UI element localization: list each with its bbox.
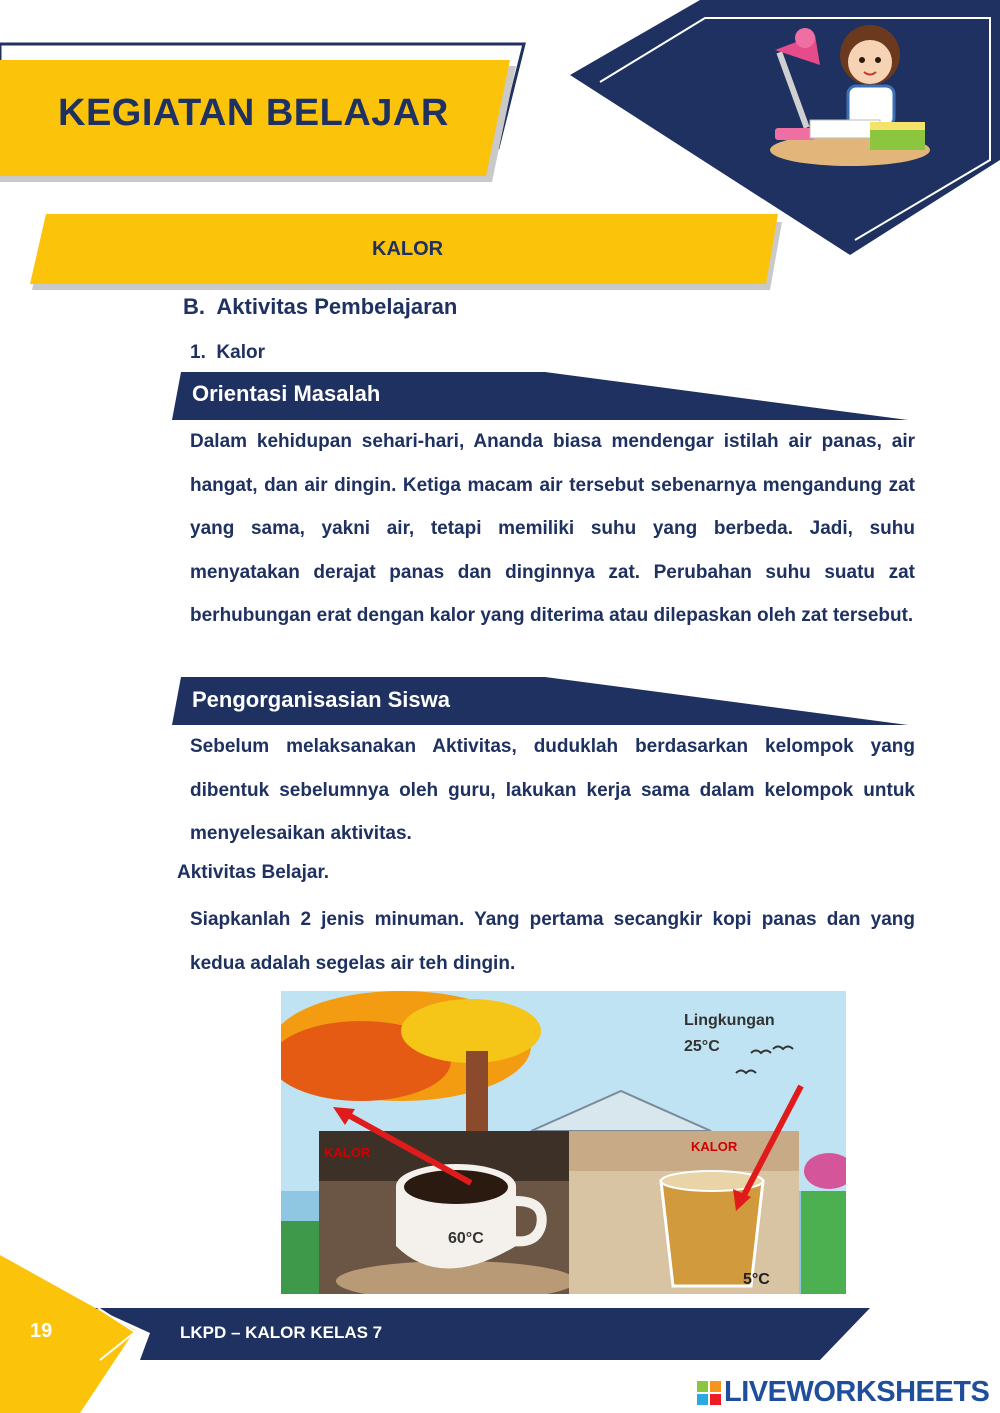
hot-temp: 60°C xyxy=(448,1230,484,1247)
pengorganisasian-paragraph: Sebelum melaksanakan Aktivitas, duduklah berdasarkan kelompok yang dibentuk sebelumnya oleh guru, lakukan kerja sama dalam kelompok untuk menyelesaikan aktivitas. xyxy=(190,736,915,844)
footer-yellow-corner xyxy=(0,1255,135,1413)
hot-kalor-label: KALOR xyxy=(324,1145,371,1160)
orientasi-paragraph: Dalam kehidupan sehari-hari, Ananda biasa mendengar istilah air panas, air hangat, dan air dingin. Ketiga macam air tersebut sebenarnya mengandung zat yang sama, yakni air, tetapi memiliki suhu yang berbeda. Jadi, suhu menyatakan derajat panas dan dinginnya zat. Perubahan suhu suatu zat berhubungan erat dengan kalor yang diterima atau dilepaskan oleh zat tersebut. xyxy=(190,431,915,626)
student-studying-illustration xyxy=(760,10,935,170)
cold-kalor-label: KALOR xyxy=(691,1139,738,1154)
page-title: KEGIATAN BELAJAR xyxy=(58,92,449,134)
aktivitas-title: Aktivitas Belajar. xyxy=(177,862,330,883)
footer-text: LKPD – KALOR KELAS 7 xyxy=(180,1323,383,1342)
liveworksheets-brand[interactable]: LIVEWORKSHEETS xyxy=(724,1376,990,1408)
subsection-heading: 1. Kalor xyxy=(190,342,265,363)
environment-temp: 25°C xyxy=(684,1038,720,1055)
page-number: 19 xyxy=(30,1320,53,1342)
topic-banner-label: KALOR xyxy=(372,238,444,260)
section-heading: B. Aktivitas Pembelajaran xyxy=(183,294,458,319)
heat-transfer-illustration xyxy=(281,991,846,1294)
cold-temp: 5°C xyxy=(743,1271,770,1288)
orientasi-label: Orientasi Masalah xyxy=(192,381,381,406)
pengorganisasian-label: Pengorganisasian Siswa xyxy=(192,687,450,712)
environment-label: Lingkungan xyxy=(684,1012,775,1029)
liveworksheets-logo-icon xyxy=(697,1381,721,1410)
aktivitas-paragraph: Siapkanlah 2 jenis minuman. Yang pertama secangkir kopi panas dan yang kedua adalah segelas air teh dingin. xyxy=(190,909,915,974)
